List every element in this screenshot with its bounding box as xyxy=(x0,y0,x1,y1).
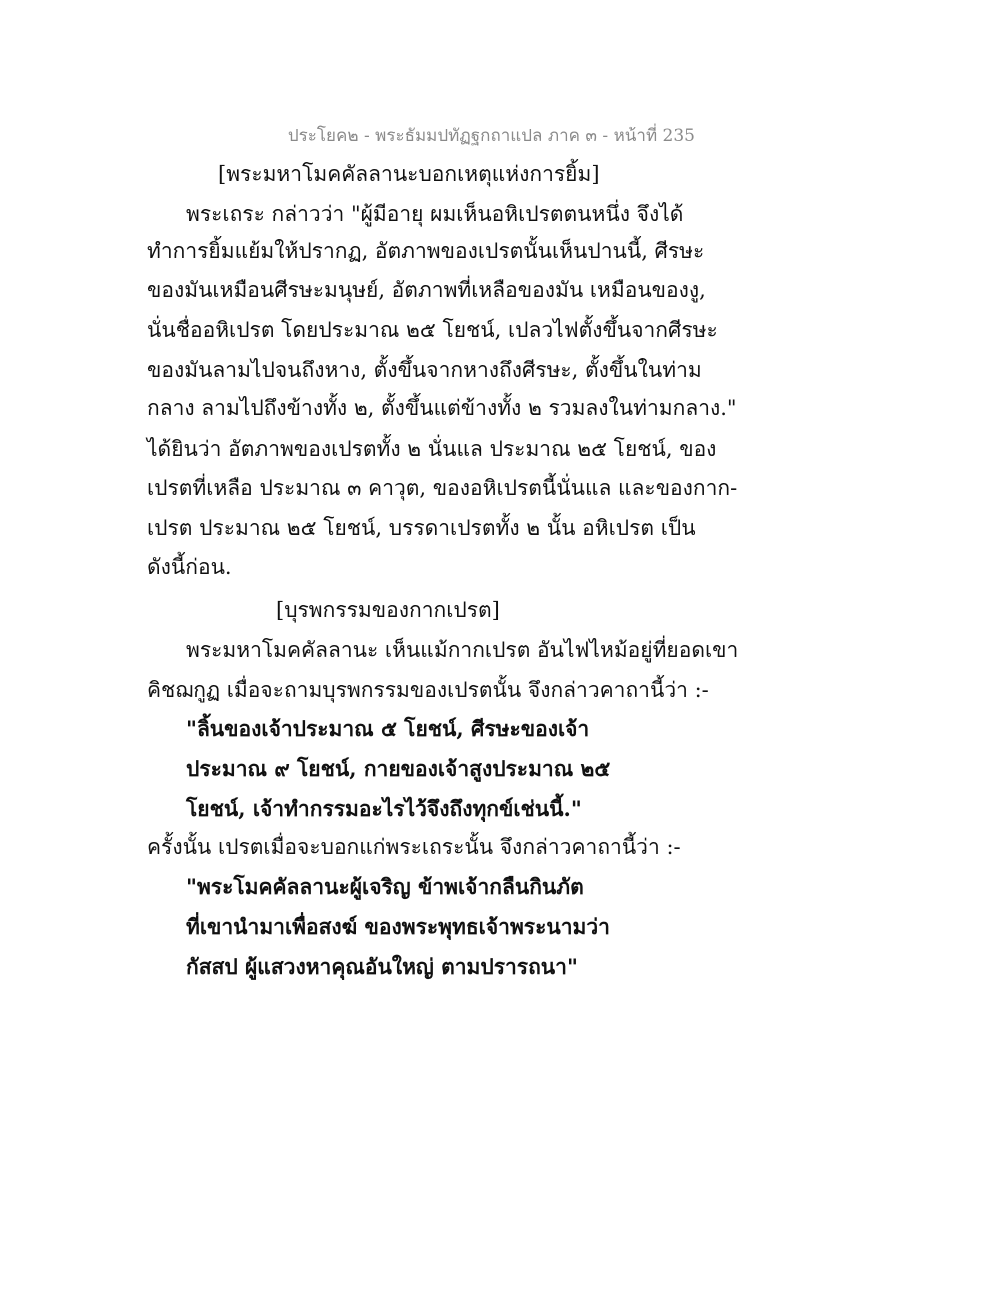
body-line: ครั้งนั้น เปรตเมื่อจะบอกแก่พระเถระนั้น จึงกล่าวคาถานี้ว่า :- xyxy=(147,835,681,859)
body-line: กลาง ลามไปถึงข้างทั้ง ๒, ตั้งขึ้นแต่ข้างทั้ง ๒ รวมลงในท่ามกลาง." xyxy=(147,396,737,420)
verse-line: ประมาณ ๙ โยชน์, กายของเจ้าสูงประมาณ ๒๕ xyxy=(186,756,611,781)
verse-line: ที่เขานำมาเพื่อสงฆ์ ของพระพุทธเจ้าพระนามว่า xyxy=(186,914,610,939)
body-line: พระเถระ กล่าวว่า "ผู้มีอายุ ผมเห็นอหิเปรตตนหนึ่ง จึงได้ xyxy=(186,202,684,226)
verse-line: "ลิ้นของเจ้าประมาณ ๕ โยชน์, ศีรษะของเจ้า xyxy=(186,716,590,741)
body-line: คิชฌกูฏ เมื่อจะถามบุรพกรรมของเปรตนั้น จึงกล่าวคาถานี้ว่า :- xyxy=(147,678,709,702)
body-line: พระมหาโมคคัลลานะ เห็นแม้กากเปรต อันไฟไหม้อยู่ที่ยอดเขา xyxy=(186,638,739,662)
body-line: ของมันลามไปจนถึงหาง, ตั้งขึ้นจากหางถึงศีรษะ, ตั้งขึ้นในท่าม xyxy=(147,358,702,382)
section-heading-past-karma: [บุรพกรรมของกากเปรต] xyxy=(276,598,500,622)
running-header: ประโยค๒ - พระธัมมปทัฏฐกถาแปล ภาค ๓ - หน้าที่ 235 xyxy=(287,126,695,146)
verse-line: "พระโมคคัลลานะผู้เจริญ ข้าพเจ้ากลืนกินภัต xyxy=(186,874,584,899)
body-line: ดังนี้ก่อน. xyxy=(147,555,232,579)
body-line: ของมันเหมือนศีรษะมนุษย์, อัตภาพที่เหลือของมัน เหมือนของงู, xyxy=(147,278,706,302)
body-line: ทำการยิ้มแย้มให้ปรากฏ, อัตภาพของเปรตนั้นเห็นปานนี้, ศีรษะ xyxy=(147,239,705,263)
body-line: เปรต ประมาณ ๒๕ โยชน์, บรรดาเปรตทั้ง ๒ นั้น อหิเปรต เป็น xyxy=(147,516,696,540)
verse-line: กัสสป ผู้แสวงหาคุณอันใหญ่ ตามปรารถนา" xyxy=(186,954,578,979)
body-line: เปรตที่เหลือ ประมาณ ๓ คาวุต, ของอหิเปรตนี้นั่นแล และของกาก- xyxy=(147,476,738,500)
section-heading-smile: [พระมหาโมคคัลลานะบอกเหตุแห่งการยิ้ม] xyxy=(218,162,600,186)
body-line: นั่นชื่ออหิเปรต โดยประมาณ ๒๕ โยชน์, เปลวไฟตั้งขึ้นจากศีรษะ xyxy=(147,318,718,342)
body-line: ได้ยินว่า อัตภาพของเปรตทั้ง ๒ นั่นแล ประมาณ ๒๕ โยชน์, ของ xyxy=(147,437,717,461)
verse-line: โยชน์, เจ้าทำกรรมอะไรไว้จึงถึงทุกข์เช่นนี้." xyxy=(186,796,582,821)
